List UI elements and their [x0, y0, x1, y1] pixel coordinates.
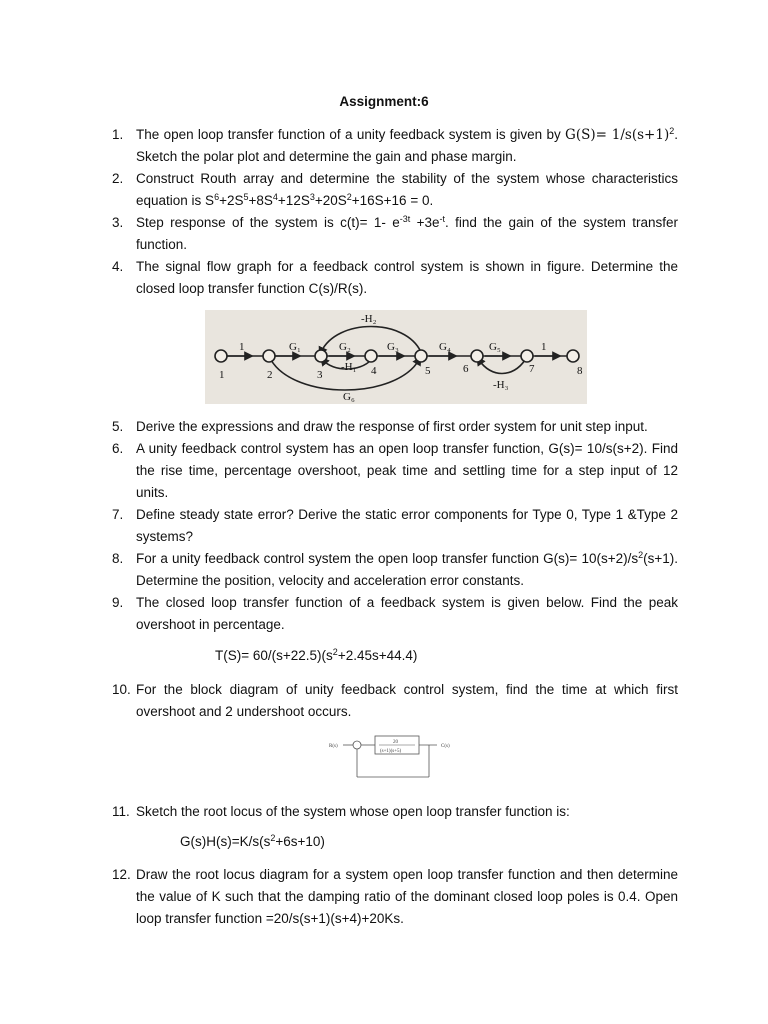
node-label: 1 [219, 369, 225, 381]
list-item [112, 416, 678, 438]
item-number: 8. [112, 551, 124, 566]
node-label: 2 [267, 369, 273, 381]
node-label: 8 [577, 365, 583, 377]
formula-open-loop: $G(s)H(s)=K/s(s^2+6s+10)$ [180, 833, 325, 849]
item-text: For the block diagram of unity feedback control system, find the time at which first overshoot and 2 undershoot occurs. [136, 682, 678, 719]
node-label: 6 [463, 363, 469, 375]
item-text: Derive the expressions and draw the response of first order system for unit step input. [136, 419, 648, 434]
feedback-gain: -H₁ [341, 361, 357, 373]
list-item [112, 801, 678, 823]
feedback-gain: -H₂ [361, 313, 377, 325]
block-output-label: C(s) [441, 744, 450, 749]
item-text: Define steady state error? Derive the static error components for Type 0, Type 1 &Type 2 systems? [136, 507, 678, 544]
item-number: 1. [112, 127, 124, 142]
node-label: 3 [317, 369, 323, 381]
item-number: 10. [112, 682, 131, 697]
feedback-gain: -H₃ [493, 379, 509, 391]
feedforward-gain: G₆ [343, 391, 355, 403]
signal-flow-graph [205, 310, 587, 404]
signal-flow-graph-figure [205, 310, 587, 404]
branch-gain: G₁ [289, 341, 301, 353]
branch-gain: G₅ [489, 341, 501, 353]
list-item [112, 504, 678, 548]
item-text: A unity feedback control system has an open loop transfer function, G(s)= 10/s(s+2). Find the rise time, percentage overshoot, peak time and settling time for a step input of 12 units. [136, 441, 678, 500]
branch-gain: G₂ [339, 341, 351, 353]
item-text: Construct Routh array and determine the stability of the system whose characteristics equation is $S^6+2S^5+8S^4+12S^3+20S^2+16S+16 = 0$. [136, 171, 678, 208]
block-gain-denominator: (s+1)(s+5) [380, 749, 402, 754]
list-item [112, 212, 678, 256]
list-item [112, 592, 678, 636]
item-number: 3. [112, 215, 124, 230]
item-text: Draw the root locus diagram for a system open loop transfer function and then determine the value of K such that the damping ratio of the dominant closed loop poles is 0.4. Open loop transfer function =20/s(s+1)(s+4)+20Ks. [136, 867, 678, 926]
item-number: 5. [112, 419, 124, 434]
item-number: 11. [112, 804, 130, 819]
item-number: 7. [112, 507, 124, 522]
block-diagram-figure [325, 733, 465, 781]
node-label: 7 [529, 363, 535, 375]
item-number: 12. [112, 867, 131, 882]
list-item [112, 256, 678, 300]
list-item [112, 168, 678, 212]
formula-transfer-function: $T(S)= 60/(s+22.5)(s^2+2.45s+44.4)$ [215, 647, 418, 663]
block-input-label: R(s) [329, 744, 338, 749]
item-text: The signal flow graph for a feedback control system is shown in figure. Determine the closed loop transfer function C(s)/R(s). [136, 259, 678, 296]
item-text: The closed loop transfer function of a feedback system is given below. Find the peak overshoot in percentage. [136, 595, 678, 632]
list-item [112, 864, 678, 930]
node-label: 4 [371, 365, 377, 377]
branch-gain: G₃ [387, 341, 399, 353]
item-number: 4. [112, 259, 124, 274]
branch-gain: 1 [541, 341, 547, 353]
block-gain-numerator: 20 [393, 740, 398, 745]
list-item [112, 548, 678, 592]
list-item [112, 124, 678, 168]
item-text: Step response of the system is c(t)= 1- $e^{-3t} +3e^{-t}$. find the gain of the system transfer function. [136, 214, 679, 252]
item-text: Sketch the root locus of the system whose open loop transfer function is: [136, 804, 570, 819]
list-item [112, 438, 678, 504]
branch-gain: 1 [239, 341, 245, 353]
item-number: 9. [112, 595, 124, 610]
item-text: For a unity feedback control system the open loop transfer function $G(s)= 10(s+2)/s^2(s+1)$. Determine the position, velocity and acceleration error constants. [136, 550, 678, 588]
item-text: The open loop transfer function of a unity feedback system is given by $G(S)= 1/s(s+1)^2$. Sketch the polar plot and determine the gain and phase margin. [136, 126, 678, 164]
node-label: 5 [425, 365, 431, 377]
item-number: 2. [112, 171, 124, 186]
item-number: 6. [112, 441, 124, 456]
list-item [112, 679, 678, 723]
branch-gain: G₄ [439, 341, 451, 353]
page-title: Assignment:6 [339, 94, 429, 109]
block-diagram [325, 733, 465, 781]
